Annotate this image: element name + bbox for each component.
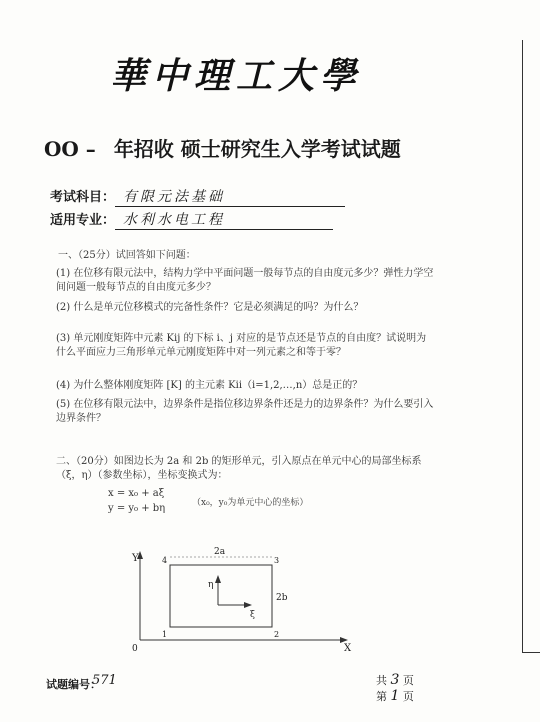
university-name: 華中理工大學: [110, 55, 363, 97]
xi-label: ξ: [250, 610, 255, 620]
question-1-header: 一、（25分）试回答如下问题：: [58, 250, 196, 261]
exam-title: [44, 133, 401, 162]
equation-y: y = y₀ + bη: [108, 503, 166, 514]
equation-note: （x₀，y₀为单元中心的坐标）: [192, 498, 309, 508]
total-unit: 页: [402, 674, 414, 687]
page-value: 1: [390, 688, 400, 704]
exam-title-text: 年招收 硕士研究生入学考试试题: [113, 137, 401, 161]
origin-label: 0: [132, 644, 138, 654]
question-1-item-5: (5) 在位移有限元法中，边界条件是指位移边界条件还是力的边界条件？为什么要引入边界条件？: [56, 399, 434, 424]
y-axis-label: Y: [132, 553, 139, 564]
subject-row: [50, 186, 345, 207]
page-unit: 页: [402, 690, 414, 703]
x-axis-label: X: [344, 643, 352, 654]
exam-code-value: 571: [92, 673, 117, 688]
question-2-text: 二、（20分）如图边长为 2a 和 2b 的矩形单元，引入原点在单元中心的局部坐标系（ξ，η）（参数坐标），坐标变换式为：: [56, 456, 422, 481]
node-3-label: 3: [274, 556, 280, 565]
major-value: 水利水电工程: [115, 209, 333, 230]
page-border: [522, 40, 540, 653]
total-value: 3: [390, 672, 400, 688]
total-pages: [376, 672, 414, 688]
node-1-label: 1: [162, 630, 168, 639]
exam-year-prefix: OO –: [44, 137, 96, 161]
width-label: 2a: [214, 547, 226, 557]
subject-label: 考试科目：: [50, 190, 116, 205]
major-label: 适用专业：: [50, 213, 116, 228]
page-label: 第: [376, 690, 387, 703]
node-2-label: 2: [274, 630, 280, 639]
node-4-label: 4: [162, 556, 168, 565]
question-1-item-1: (1) 在位移有限元法中，结构力学中平面问题一般每节点的自由度元多少？弹性力学空间问题一般每节点的自由度元多少？: [56, 268, 434, 293]
question-1-item-2: (2) 什么是单元位移模式的完备性条件？它是必须满足的吗？为什么？: [56, 302, 364, 313]
height-label: 2b: [276, 593, 288, 603]
total-label: 共: [376, 674, 387, 687]
major-row: [50, 209, 333, 230]
exam-code-label: 试题编号：: [46, 678, 101, 691]
page-number: [376, 688, 414, 704]
question-1-item-3: (3) 单元刚度矩阵中元素 Kij 的下标 i、j 对应的是节点还是节点的自由度？试说明为什么平面应力三角形单元单元刚度矩阵中对一列元素之和等于零？: [56, 333, 427, 358]
subject-value: 有限元法基础: [115, 186, 345, 207]
element-diagram: [130, 545, 360, 655]
eta-label: η: [208, 580, 214, 590]
question-1-item-4: (4) 为什么整体刚度矩阵 [K] 的主元素 Kii（i=1,2,…,n）总是正的？: [56, 380, 363, 391]
equation-x: x = x₀ + aξ: [108, 488, 165, 499]
